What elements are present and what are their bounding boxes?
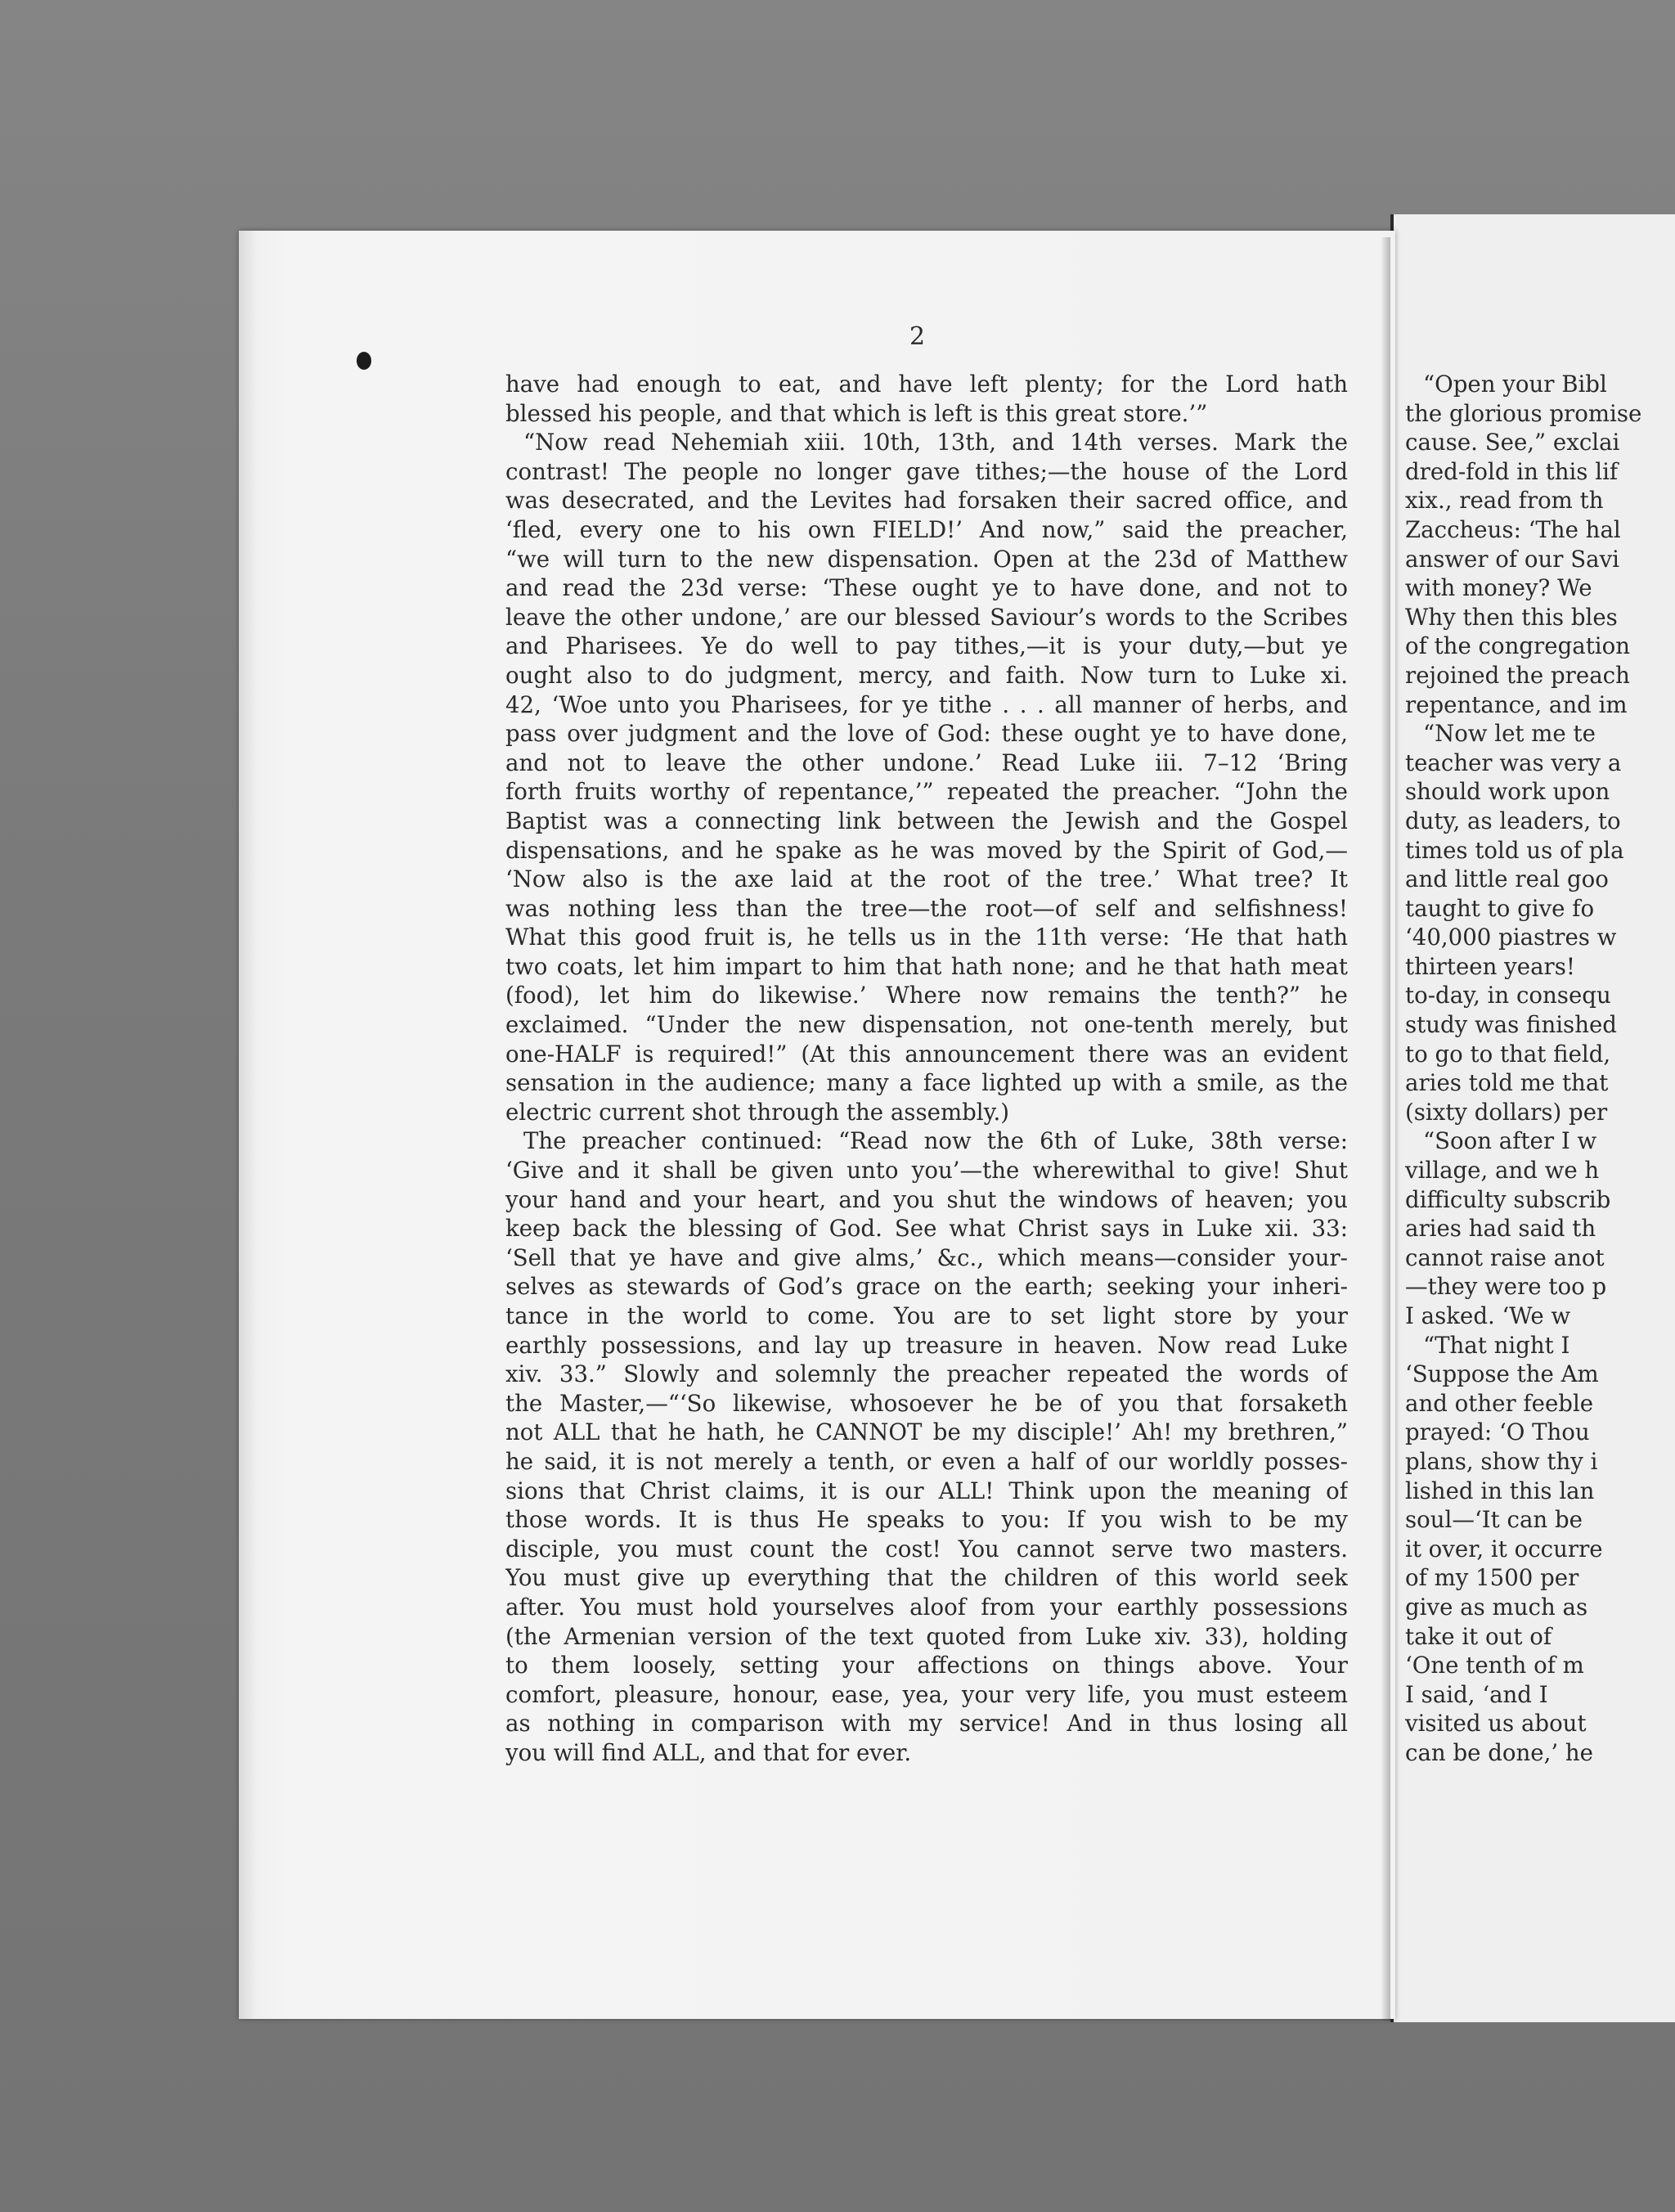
text-line: selves as stewards of God’s grace on the earth; seeking your inheri- [505, 1273, 1348, 1301]
text-line: you will find ALL, and that for ever. [505, 1738, 912, 1766]
text-line: to-day, in consequ [1405, 982, 1611, 1009]
text-line: your hand and your heart, and you shut the windows of heaven; you [505, 1185, 1348, 1213]
text-line: exclaimed. “Under the new dispensation, not one-tenth merely, but [505, 1011, 1348, 1039]
text-line: The preacher continued: “Read now the 6th of Luke, 38th verse: [523, 1127, 1348, 1155]
left-page-text [505, 370, 1348, 1768]
text-line: times told us of pla [1405, 836, 1624, 864]
text-line: (the Armenian version of the text quoted from Luke xiv. 33), holding [505, 1622, 1348, 1650]
text-line: difficulty subscrib [1405, 1185, 1611, 1213]
text-line: aries had said th [1405, 1215, 1596, 1243]
text-line: blessed his people, and that which is left is this great store.’” [505, 399, 1208, 427]
text-line: with money? We [1405, 574, 1592, 602]
text-line: electric current shot through the assembly.) [505, 1098, 1010, 1126]
text-line: What this good fruit is, he tells us in the 11th verse: ‘He that hath [505, 924, 1348, 951]
text-line: the glorious promise [1405, 399, 1642, 427]
text-line: aries told me that [1405, 1069, 1609, 1097]
text-line: ‘Give and it shall be given unto you’—the wherewithal to give! Shut [505, 1157, 1348, 1185]
text-line: thirteen years! [1405, 952, 1575, 980]
text-line: and not to leave the other undone.’ Read Luke iii. 7–12 ‘Bring [505, 749, 1348, 776]
text-line: and Pharisees. Ye do well to pay tithes,—it is your duty,—but ye [505, 632, 1348, 660]
text-line: and read the 23d verse: ‘These ought ye to have done, and not to [505, 574, 1348, 602]
text-line: repentance, and im [1405, 690, 1628, 718]
text-line: “Now read Nehemiah xiii. 10th, 13th, and 14th verses. Mark the [523, 429, 1348, 456]
text-line: have had enough to eat, and have left plenty; for the Lord hath [505, 371, 1348, 398]
text-line: tance in the world to come. You are to set light store by your [505, 1302, 1348, 1329]
text-line: give as much as [1405, 1593, 1588, 1621]
text-line: taught to give fo [1405, 894, 1595, 922]
text-line: should work upon [1405, 778, 1610, 806]
text-line: can be done,’ he [1405, 1738, 1594, 1766]
text-line: visited us about [1405, 1710, 1587, 1738]
text-line: disciple, you must count the cost! You cannot serve two masters. [505, 1535, 1348, 1562]
text-line: take it out of [1405, 1622, 1552, 1650]
text-line: forth fruits worthy of repentance,’” repeated the preacher. “John the [505, 778, 1348, 806]
text-line: (sixty dollars) per [1405, 1098, 1608, 1126]
text-line: sensation in the audience; many a face lighted up with a smile, as the [505, 1069, 1348, 1097]
text-line: ‘Now also is the axe laid at the root of the tree.’ What tree? It [505, 865, 1348, 893]
text-line: cause. See,” exclai [1405, 429, 1620, 456]
text-line: plans, show thy i [1405, 1447, 1598, 1475]
text-line: the Master,—“‘So likewise, whosoever he be of you that forsaketh [505, 1389, 1348, 1417]
text-line: I asked. ‘We w [1405, 1302, 1571, 1329]
text-line: ought also to do judgment, mercy, and faith. Now turn to Luke xi. [505, 661, 1348, 689]
text-line: and other feeble [1405, 1389, 1594, 1417]
text-line: —they were too p [1405, 1273, 1607, 1301]
text-line: comfort, pleasure, honour, ease, yea, your very life, you must esteem [505, 1680, 1348, 1708]
text-line: “we will turn to the new dispensation. Open at the 23d of Matthew [505, 545, 1348, 573]
text-line: dred-fold in this lif [1405, 457, 1619, 485]
text-line: ‘One tenth of m [1405, 1652, 1584, 1679]
text-line: it over, it occurre [1405, 1535, 1603, 1562]
text-line: those words. It is thus He speaks to you: If you wish to be my [505, 1506, 1348, 1534]
text-line: one-HALF is required!” (At this announcement there was an evident [505, 1040, 1348, 1068]
text-line: leave the other undone,’ are our blessed Saviour’s words to the Scribes [505, 603, 1348, 631]
text-line: “Open your Bibl [1423, 371, 1607, 398]
text-line: was nothing less than the tree—the root—of self and selfishness! [505, 894, 1348, 922]
text-line: rejoined the preach [1405, 661, 1630, 689]
text-line: teacher was very a [1405, 749, 1622, 776]
text-line: of the congregation [1405, 632, 1630, 660]
text-line: (food), let him do likewise.’ Where now remains the tenth?” he [505, 982, 1348, 1009]
text-line: pass over judgment and the love of God: these ought ye to have done, [505, 720, 1348, 748]
text-line: answer of our Savi [1405, 545, 1620, 573]
text-line: “That night I [1423, 1331, 1570, 1359]
text-line: as nothing in comparison with my service! And in thus losing all [505, 1710, 1348, 1738]
text-line: ‘Suppose the Am [1405, 1360, 1599, 1388]
text-line: ‘Sell that ye have and give alms,’ &c., which means—consider your- [505, 1243, 1348, 1271]
text-line: xix., read from th [1405, 487, 1604, 515]
text-line: You must give up everything that the children of this world seek [505, 1564, 1348, 1592]
text-line: sions that Christ claims, it is our ALL! Think upon the meaning of [505, 1477, 1348, 1504]
text-line: was desecrated, and the Levites had forsaken their sacred office, and [505, 487, 1348, 515]
text-line: and little real goo [1405, 865, 1609, 893]
page-gutter [1381, 237, 1390, 2021]
text-line: keep back the blessing of God. See what Christ says in Luke xii. 33: [505, 1215, 1348, 1243]
text-line: earthly possessions, and lay up treasure in heaven. Now read Luke [505, 1331, 1348, 1359]
text-line: ‘40,000 piastres w [1405, 924, 1617, 951]
text-line: dispensations, and he spake as he was moved by the Spirit of God,— [505, 836, 1348, 864]
text-line: to go to that field, [1405, 1040, 1611, 1068]
text-line: to them loosely, setting your affections on things above. Your [505, 1652, 1348, 1679]
text-line: 42, ‘Woe unto you Pharisees, for ye tithe . . . all manner of herbs, and [505, 690, 1348, 718]
text-line: “Now let me te [1423, 720, 1596, 748]
page-number: 2 [909, 322, 926, 351]
text-line: two coats, let him impart to him that hath none; and he that hath meat [505, 952, 1348, 980]
text-line: cannot raise anot [1405, 1243, 1605, 1271]
text-line: duty, as leaders, to [1405, 807, 1621, 834]
text-line: Baptist was a connecting link between the Jewish and the Gospel [505, 807, 1348, 834]
text-line: after. You must hold yourselves aloof from your earthly possessions [505, 1593, 1348, 1621]
text-line: he said, it is not merely a tenth, or even a half of our worldly posses- [505, 1447, 1348, 1475]
text-line: of my 1500 per [1405, 1564, 1579, 1592]
text-line: I said, ‘and I [1405, 1680, 1548, 1708]
text-line: Why then this bles [1405, 603, 1618, 631]
text-line: “Soon after I w [1423, 1127, 1597, 1155]
binding-hole [357, 352, 371, 370]
text-line: ‘fled, every one to his own FIELD!’ And now,” said the preacher, [505, 515, 1348, 543]
text-line: prayed: ‘O Thou [1405, 1418, 1590, 1446]
text-line: xiv. 33.” Slowly and solemnly the preacher repeated the words of [505, 1360, 1348, 1388]
text-line: contrast! The people no longer gave tithes;—the house of the Lord [505, 457, 1348, 485]
text-line: Zaccheus: ‘The hal [1405, 515, 1621, 543]
text-line: lished in this lan [1405, 1477, 1595, 1504]
right-page-text [1405, 370, 1675, 1768]
text-line: study was finished [1405, 1011, 1617, 1039]
text-line: soul—‘It can be [1405, 1506, 1583, 1534]
text-line: not ALL that he hath, he CANNOT be my disciple!’ Ah! my brethren,” [505, 1418, 1348, 1446]
text-line: village, and we h [1405, 1157, 1600, 1185]
